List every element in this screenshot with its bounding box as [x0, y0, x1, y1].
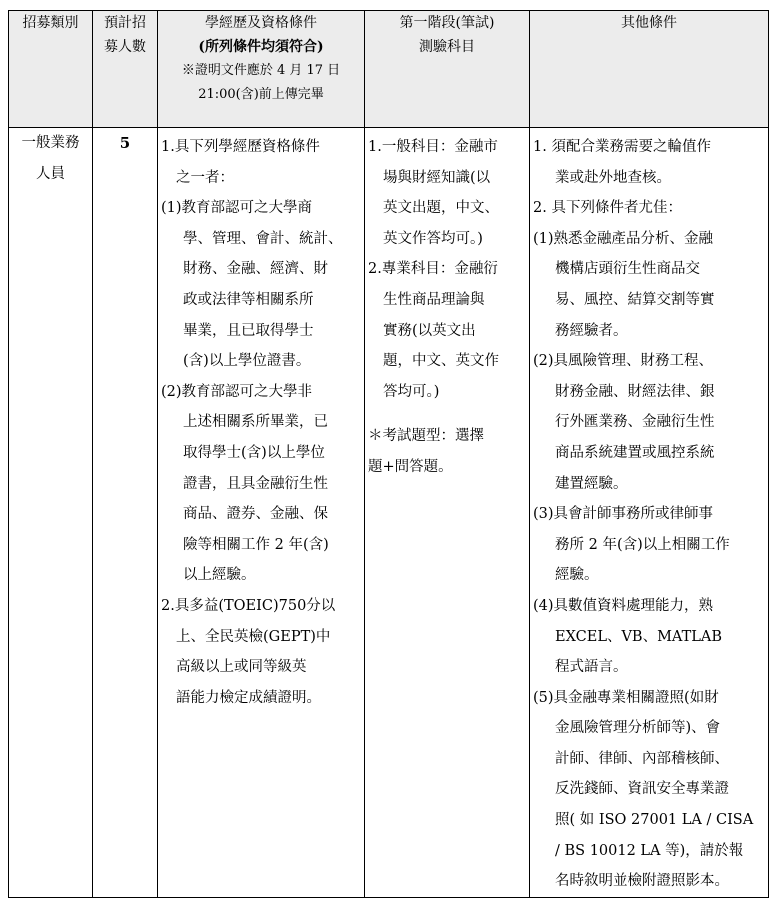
header-qualifications: [158, 11, 365, 128]
exam-line: 題，中文、英文作: [383, 353, 499, 370]
other-line: 照( 如 ISO 27001 LA / CISA: [555, 812, 754, 829]
qualification-line: 畢業，且已取得學士: [183, 322, 314, 339]
other-line: 經驗。: [555, 567, 599, 584]
exam-line: 題+問答題。: [368, 458, 453, 475]
exam-line: 英文出題，中文、: [383, 200, 499, 217]
qualification-line: 之一者：: [176, 169, 234, 186]
header-other-text: 其他條件: [621, 15, 677, 31]
cell-exam: [365, 128, 530, 898]
qualification-line: 語能力檢定成績證明。: [176, 689, 321, 706]
qualification-line: 商品、證券、金融、保: [183, 506, 328, 523]
other-line: 名時敘明並檢附證照影本。: [555, 873, 729, 890]
other-line: 行外匯業務、金融衍生性: [555, 414, 715, 431]
header-count: [93, 11, 158, 128]
other-line: 易、風控、結算交割等實: [555, 291, 715, 308]
other-line: (2)具風險管理、財務工程、: [533, 353, 714, 370]
qualification-line: 取得學士(含)以上學位: [183, 444, 325, 461]
other-line: 反洗錢師、資訊安全專業證: [555, 781, 729, 798]
qualification-line: 財務、金融、經濟、財: [183, 261, 328, 278]
count-value: 5: [119, 134, 131, 152]
header-qualifications-note-1: ※證明文件應於 4 月 17 日: [181, 63, 341, 78]
header-category: [9, 11, 93, 128]
header-count-text: 預計招募人數: [104, 15, 146, 55]
qualification-line: 學、管理、會計、統計、: [183, 230, 343, 247]
header-qualifications-title: 學經歷及資格條件: [205, 15, 317, 31]
other-line: 業或赴外地查核。: [555, 169, 671, 186]
qualification-line: 1.具下列學經歷資格條件: [161, 139, 320, 155]
category-line-1: 一般業務: [21, 135, 80, 151]
qualification-line: 政或法律等相關系所: [183, 291, 314, 308]
other-line: (1)熟悉金融產品分析、金融: [533, 230, 714, 247]
qualification-line: (1)教育部認可之大學商: [161, 200, 313, 217]
header-row: [9, 11, 769, 128]
header-other: [530, 11, 769, 128]
qualification-line: 上、全民英檢(GEPT)中: [176, 628, 331, 645]
header-qualifications-bold: (所列條件均須符合): [198, 39, 324, 55]
exam-line: 實務(以英文出: [383, 322, 476, 339]
cell-category: [9, 128, 93, 898]
other-line: 務所 2 年(含)以上相關工作: [555, 536, 730, 553]
exam-line: 答均可。): [383, 383, 440, 400]
qualification-line: 2.具多益(TOEIC)750分以: [161, 597, 336, 614]
qualification-line: 高級以上或同等級英: [176, 659, 307, 676]
other-line: 1. 須配合業務需要之輪值作: [533, 139, 711, 155]
other-line: / BS 10012 LA 等)，請於報: [555, 842, 744, 859]
qualification-line: 以上經驗。: [183, 567, 256, 584]
header-category-text: 招募類別: [22, 15, 79, 31]
qualification-line: 證書，且具金融衍生性: [183, 475, 328, 492]
qualification-line: 險等相關工作 2 年(含): [183, 536, 329, 553]
header-exam-line-1: 第一階段(筆試): [399, 15, 495, 31]
other-line: (4)具數值資料處理能力，熟: [533, 597, 714, 614]
other-line: 建置經驗。: [555, 475, 628, 492]
other-line: (3)具會計師事務所或律師事: [533, 506, 714, 523]
category-line-2: 人員: [36, 165, 65, 182]
other-line: 財務金融、財經法律、銀: [555, 383, 715, 400]
exam-line: 場與財經知識(以: [383, 169, 491, 186]
qualification-line: (2)教育部認可之大學非: [161, 383, 313, 400]
header-qualifications-note-2: 21:00(含)前上傳完畢: [198, 87, 324, 102]
cell-qualifications: [158, 128, 365, 898]
other-line: 機構店頭衍生性商品交: [555, 261, 700, 278]
header-exam: [365, 11, 530, 128]
qualification-line: (含)以上學位證書。: [183, 353, 311, 370]
other-line: 務經驗者。: [555, 322, 628, 339]
cell-count: [93, 128, 158, 898]
other-line: 程式語言。: [555, 659, 628, 676]
exam-line: 英文作答均可。): [383, 230, 483, 247]
exam-line: 1.一般科目：金融市: [368, 139, 498, 155]
other-line: 商品系統建置或風控系統: [555, 444, 715, 461]
other-line: 計師、律師、內部稽核師、: [555, 750, 729, 767]
exam-line: 2.專業科目：金融衍: [368, 261, 498, 278]
recruitment-table: [8, 10, 769, 898]
other-line: 2. 具下列條件者尤佳：: [533, 200, 682, 217]
header-exam-line-2: 測驗科目: [419, 39, 475, 55]
other-line: EXCEL、VB、MATLAB: [555, 628, 723, 645]
cell-other: [530, 128, 769, 898]
exam-line: ＊考試題型：選擇: [368, 428, 484, 445]
qualification-line: 上述相關系所畢業，已: [183, 414, 328, 431]
other-line: 金風險管理分析師等)、會: [555, 720, 721, 737]
table-row: [9, 128, 769, 898]
other-line: (5)具金融專業相關證照(如財: [533, 689, 719, 706]
exam-line: 生性商品理論與: [383, 291, 485, 308]
